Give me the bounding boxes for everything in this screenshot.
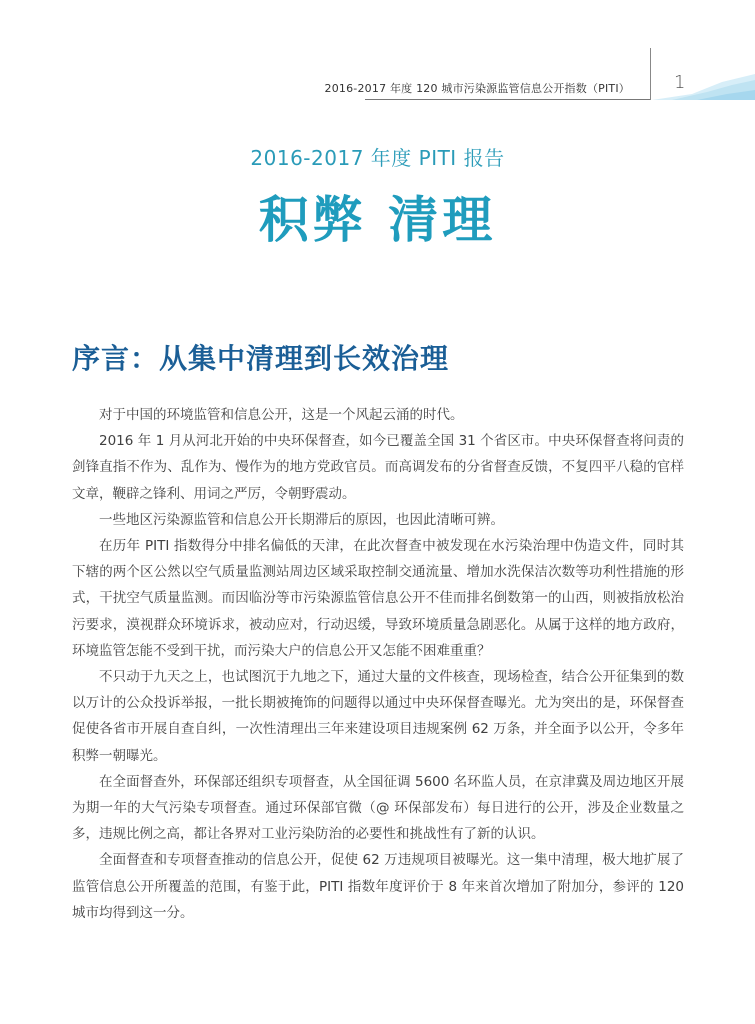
running-header: 2016-2017 年度 120 城市污染源监管信息公开指数（PITI） bbox=[324, 82, 630, 95]
header-divider bbox=[650, 48, 651, 100]
paragraph: 2016 年 1 月从河北开始的中央环保督查，如今已覆盖全国 31 个省区市。中央环保督查将问责的剑锋直指不作为、乱作为、慢作为的地方党政官员。而高调发布的分省督查反馈，不复四平八稳的官样文章，鞭辟之锋利、用词之严厉，令朝野震动。 bbox=[72, 433, 684, 502]
page-number: 1 bbox=[674, 72, 686, 93]
body-text bbox=[72, 402, 684, 926]
corner-decoration bbox=[652, 60, 755, 100]
paragraph: 在历年 PITI 指数得分中排名偏低的天津，在此次督查中被发现在水污染治理中伪造文件，同时其下辖的两个区公然以空气质量监测站周边区域采取控制交通流量、增加水洗保洁次数等功利性措施的形式，干扰空气质量监测。而因临汾等市污染源监管信息公开不佳而排名倒数第一的山西，则被指放松治污要求，漠视群众环境诉求，被动应对，行动迟缓，导致环境质量急剧恶化。从属于这样的地方政府，环境监管怎能不受到干扰，而污染大户的信息公开又怎能不困难重重？ bbox=[72, 538, 684, 659]
report-title: 积弊 清理 bbox=[258, 191, 497, 249]
section-heading: 序言：从集中清理到长效治理 bbox=[72, 342, 450, 375]
paragraph: 一些地区污染源监管和信息公开长期滞后的原因，也因此清晰可辨。 bbox=[99, 511, 504, 528]
header-rule bbox=[365, 99, 650, 100]
paragraph: 全面督查和专项督查推动的信息公开，促使 62 万违规项目被曝光。这一集中清理，极大地扩展了监管信息公开所覆盖的范围，有鉴于此，PITI 指数年度评价于 8 年来首次增加了附加分，参评的 120 城市均得到这一分。 bbox=[72, 852, 684, 921]
paragraph: 不只动于九天之上，也试图沉于九地之下，通过大量的文件核查，现场检查，结合公开征集到的数以万计的公众投诉举报，一批长期被掩饰的问题得以通过中央环保督查曝光。尤为突出的是，环保督查促使各省市开展自查自纠，一次性清理出三年来建设项目违规案例 62 万条，并全面予以公开，令多年积弊一朝曝光。 bbox=[72, 669, 684, 764]
report-subtitle: 2016-2017 年度 PITI 报告 bbox=[250, 146, 505, 170]
paragraph: 对于中国的环境监管和信息公开，这是一个风起云涌的时代。 bbox=[99, 407, 464, 423]
paragraph: 在全面督查外，环保部还组织专项督查，从全国征调 5600 名环监人员，在京津冀及周边地区开展为期一年的大气污染专项督查。通过环保部官微（@ 环保部发布）每日进行的公开，涉及企业数量之多，违规比例之高，都让各界对工业污染防治的必要性和挑战性有了新的认识。 bbox=[72, 773, 684, 843]
